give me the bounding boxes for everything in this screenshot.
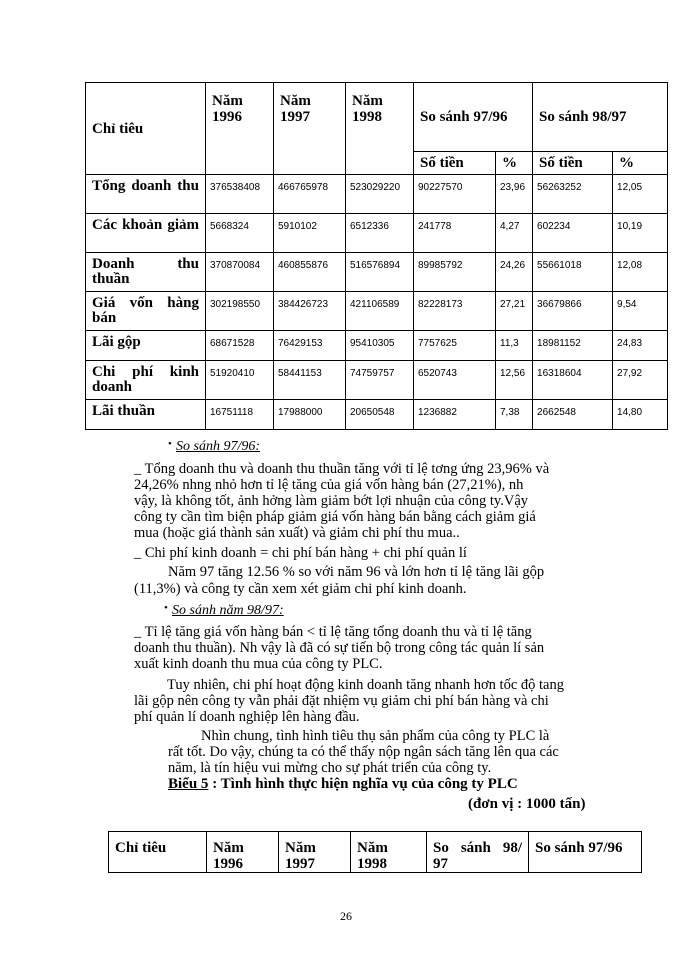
- subheader-pct: %: [496, 152, 533, 175]
- cell-sotien-9796: 241778: [414, 214, 496, 253]
- section-heading-98-97: • So sánh năm 98/97:: [172, 603, 284, 619]
- cell-1996: 51920410: [206, 361, 274, 400]
- paragraph-line: vậy, là không tốt, ảnh hởng làm giảm bớt lợi nhuận của công ty.Vậy: [134, 493, 529, 509]
- subheader-so-tien: Số tiền: [533, 152, 613, 175]
- caption-text: : Tình hình thực hiện nghĩa vụ của công ty PLC: [208, 776, 518, 792]
- subheader-so-tien: Số tiền: [414, 152, 496, 175]
- paragraph-line: xuất kinh doanh thu mua của công ty PLC.: [134, 656, 383, 672]
- cell-pct-9796: 23,96: [496, 175, 533, 214]
- row-label: Các khoản giảm: [86, 214, 206, 253]
- cell-1996: 302198550: [206, 292, 274, 331]
- cell-1997: 460855876: [274, 253, 346, 292]
- cell-sotien-9897: 18981152: [533, 331, 613, 361]
- table-row: [86, 331, 668, 361]
- cell-1997: 17988000: [274, 400, 346, 430]
- paragraph-line: Năm 97 tăng 12.56 % so với năm 96 và lớn hơn tỉ lệ tăng lãi gộp: [168, 564, 545, 580]
- header-chi-tieu: Chỉ tiêu: [109, 832, 207, 873]
- cell-sotien-9796: 7757625: [414, 331, 496, 361]
- cell-pct-9897: 14,80: [613, 400, 668, 430]
- cell-sotien-9897: 16318604: [533, 361, 613, 400]
- header-year-1997: Năm 1997: [274, 83, 346, 175]
- header-compare-98-97: So sánh 98/ 97: [427, 832, 529, 873]
- cell-1998: 523029220: [346, 175, 414, 214]
- caption-label: Biểu 5: [168, 776, 209, 792]
- paragraph-line: mua (hoặc giá thành sản xuất) và giảm chi phí thu mua..: [134, 525, 460, 541]
- cell-1998: 6512336: [346, 214, 414, 253]
- caption: [168, 777, 518, 793]
- cell-sotien-9796: 90227570: [414, 175, 496, 214]
- row-label: Giá vốn hàng bán: [86, 292, 206, 331]
- paragraph-line: _ Tổng doanh thu và doanh thu thuần tăng với tỉ lệ tơng ứng 23,96% và: [134, 461, 550, 477]
- header-year-1997: Năm 1997: [279, 832, 351, 873]
- table-row: [86, 175, 668, 214]
- cell-sotien-9897: 2662548: [533, 400, 613, 430]
- cell-pct-9897: 9,54: [613, 292, 668, 331]
- cell-sotien-9897: 602234: [533, 214, 613, 253]
- paragraph-line: _ Chi phí kinh doanh = chi phí bán hàng + chi phí quản lí: [134, 545, 467, 561]
- cell-1997: 58441153: [274, 361, 346, 400]
- cell-pct-9897: 27,92: [613, 361, 668, 400]
- header-compare-97-96: So sánh 97/96: [414, 83, 533, 152]
- cell-sotien-9796: 1236882: [414, 400, 496, 430]
- header-chi-tieu: Chỉ tiêu: [86, 83, 206, 175]
- cell-pct-9796: 24,26: [496, 253, 533, 292]
- paragraph-line: rất tốt. Do vậy, chúng ta có thể thấy nộp ngân sách tăng lên qua các: [168, 744, 559, 760]
- table-row: [86, 253, 668, 292]
- obligation-table: [108, 831, 642, 873]
- cell-sotien-9897: 56263252: [533, 175, 613, 214]
- cell-sotien-9897: 36679866: [533, 292, 613, 331]
- paragraph-line: _ Tỉ lệ tăng giá vốn hàng bán < tỉ lệ tăng tổng doanh thu và tỉ lệ tăng: [134, 624, 532, 640]
- page-number: 26: [340, 909, 352, 923]
- header-year-1996: Năm 1996: [207, 832, 279, 873]
- paragraph-line: Nhìn chung, tình hình tiêu thụ sản phẩm của công ty PLC là: [201, 728, 550, 744]
- paragraph-line: năm, là tín hiệu vui mừng cho sự phát triển của công ty.: [168, 760, 492, 776]
- paragraph-line: (11,3%) và công ty cần xem xét giảm chi phí kinh doanh.: [134, 581, 467, 597]
- cell-1996: 5668324: [206, 214, 274, 253]
- paragraph-line: doanh thu thuần). Nh vậy là đã có sự tiến bộ trong công tác quản lí sản: [134, 640, 545, 656]
- table-row: [86, 361, 668, 400]
- cell-1996: 68671528: [206, 331, 274, 361]
- cell-pct-9796: 11,3: [496, 331, 533, 361]
- paragraph-line: Tuy nhiên, chi phí hoạt động kinh doanh tăng nhanh hơn tốc độ tang: [167, 677, 564, 693]
- paragraph-line: công ty cần tìm biện pháp giảm giá vốn hàng bán bằng cách giảm giá: [134, 509, 536, 525]
- cell-pct-9897: 12,05: [613, 175, 668, 214]
- header-year-1998: Năm 1998: [351, 832, 427, 873]
- table-row: [86, 400, 668, 430]
- row-label: Lãi gộp: [86, 331, 206, 361]
- unit-note: (đơn vị : 1000 tấn): [468, 796, 586, 812]
- financial-table: [85, 82, 668, 430]
- cell-1998: 95410305: [346, 331, 414, 361]
- cell-1996: 376538408: [206, 175, 274, 214]
- row-label: Chi phí kinh doanh: [86, 361, 206, 400]
- row-label: Tổng doanh thu: [86, 175, 206, 214]
- paragraph-line: phí quản lí doanh nghiệp lên hàng đầu.: [134, 709, 360, 725]
- cell-sotien-9796: 82228173: [414, 292, 496, 331]
- header-year-1996: Năm 1996: [206, 83, 274, 175]
- cell-pct-9897: 10,19: [613, 214, 668, 253]
- subheader-pct: %: [613, 152, 668, 175]
- cell-1998: 516576894: [346, 253, 414, 292]
- cell-pct-9796: 7,38: [496, 400, 533, 430]
- cell-1998: 74759757: [346, 361, 414, 400]
- row-label: Doanh thu thuần: [86, 253, 206, 292]
- cell-1997: 5910102: [274, 214, 346, 253]
- cell-sotien-9796: 89985792: [414, 253, 496, 292]
- cell-1996: 16751118: [206, 400, 274, 430]
- row-label: Lãi thuần: [86, 400, 206, 430]
- cell-1997: 466765978: [274, 175, 346, 214]
- cell-1997: 76429153: [274, 331, 346, 361]
- table-row: [86, 292, 668, 331]
- cell-1996: 370870084: [206, 253, 274, 292]
- header-compare-98-97: So sánh 98/97: [533, 83, 668, 152]
- cell-pct-9796: 12,56: [496, 361, 533, 400]
- cell-1998: 20650548: [346, 400, 414, 430]
- header-year-1998: Năm 1998: [346, 83, 414, 175]
- cell-1997: 384426723: [274, 292, 346, 331]
- paragraph-line: lãi gộp nên công ty vẫn phải đặt nhiệm vụ giảm chi phí bán hàng và chi: [134, 693, 549, 709]
- cell-pct-9796: 27,21: [496, 292, 533, 331]
- cell-pct-9897: 12,08: [613, 253, 668, 292]
- cell-1998: 421106589: [346, 292, 414, 331]
- cell-pct-9897: 24,83: [613, 331, 668, 361]
- paragraph-line: 24,26% nhng nhỏ hơn tỉ lệ tăng của giá vốn hàng bán (27,21%), nh: [134, 477, 524, 493]
- table-row: [86, 214, 668, 253]
- header-compare-97-96: So sánh 97/96: [529, 832, 642, 873]
- cell-sotien-9796: 6520743: [414, 361, 496, 400]
- cell-sotien-9897: 55661018: [533, 253, 613, 292]
- section-heading-97-96: • So sánh 97/96:: [176, 439, 260, 455]
- cell-pct-9796: 4,27: [496, 214, 533, 253]
